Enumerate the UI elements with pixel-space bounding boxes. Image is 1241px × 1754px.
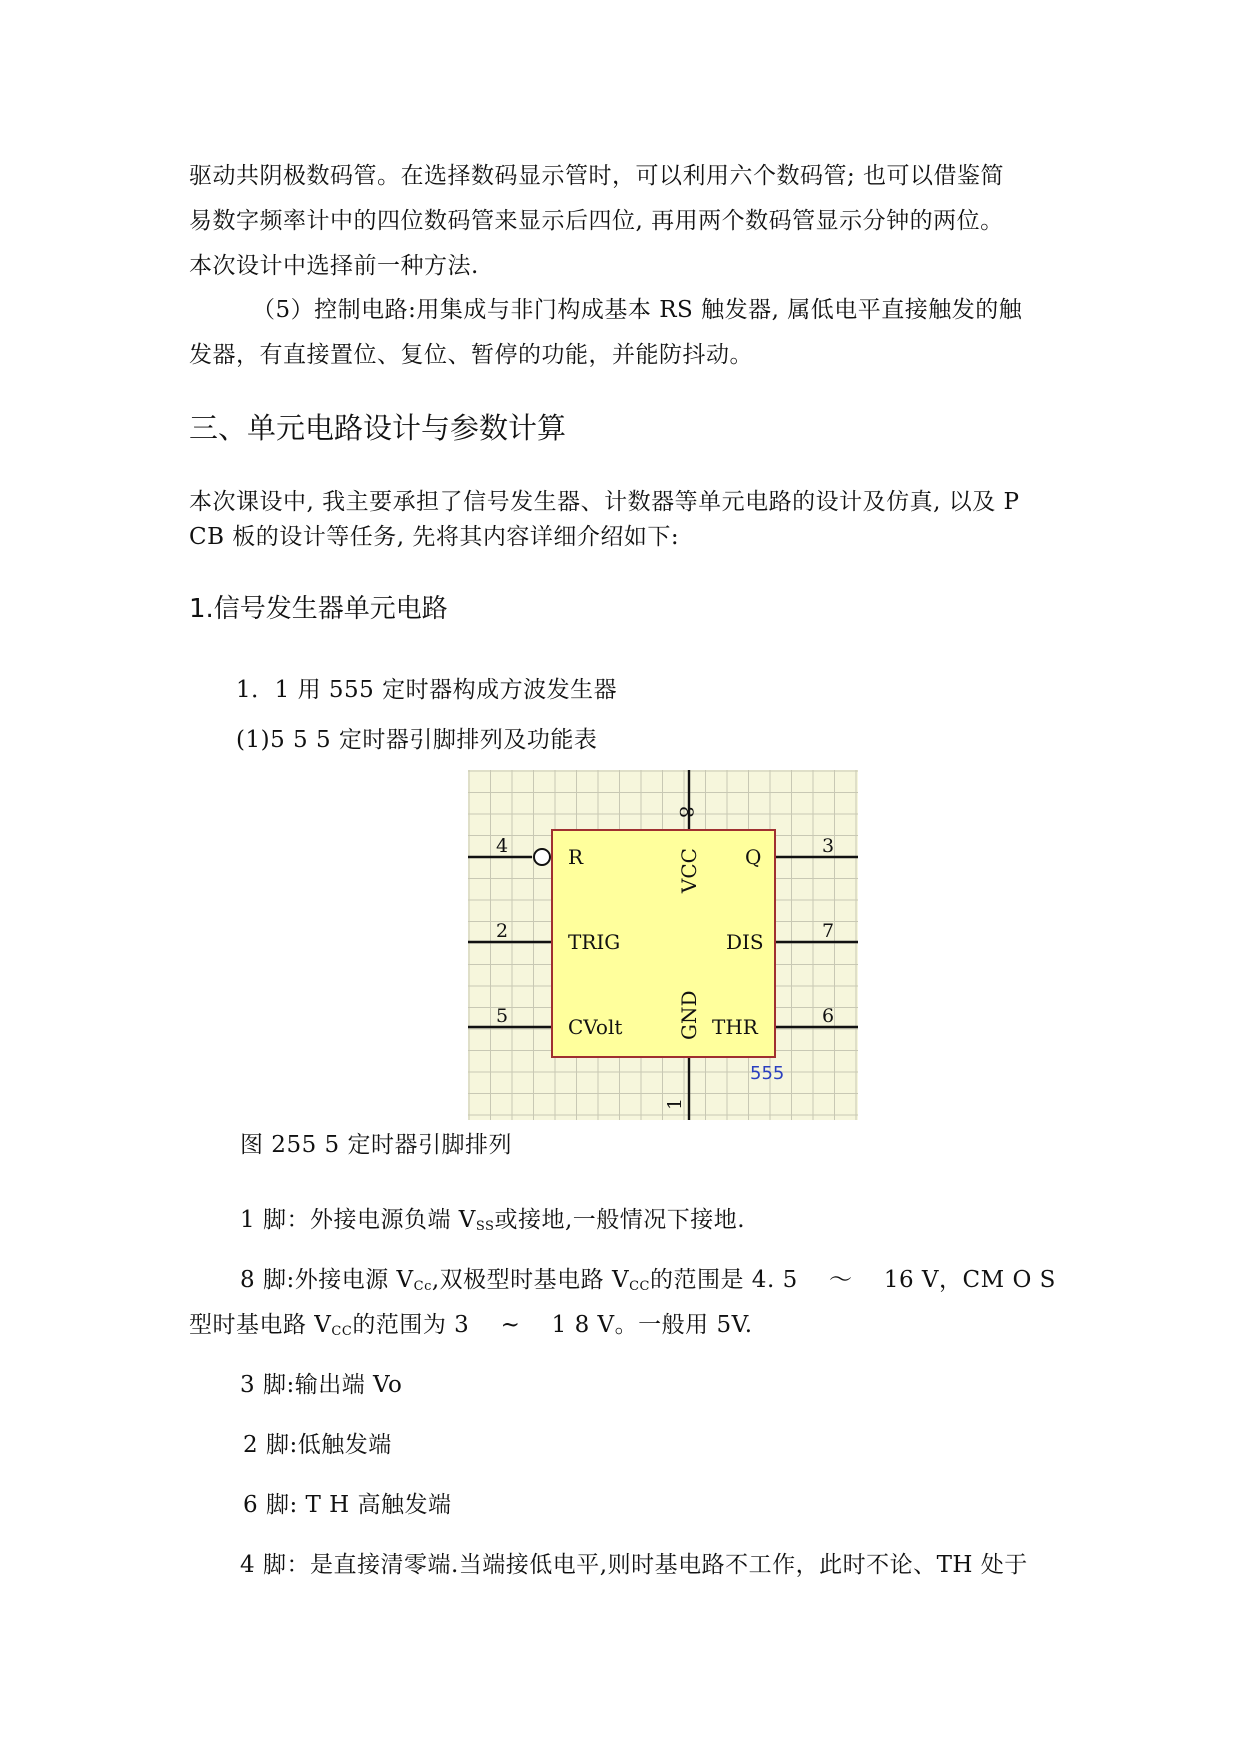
label-q: Q — [745, 845, 762, 869]
text-run: ,双极型时基电路 V — [431, 1267, 630, 1293]
pin-number-3: 3 — [822, 835, 835, 857]
pin-description-8 — [240, 1265, 1056, 1302]
label-r: R — [568, 845, 584, 869]
pin-number-7: 7 — [822, 920, 835, 942]
subscript: CC — [331, 1324, 353, 1339]
subscript: SS — [475, 1219, 495, 1234]
paragraph-line: 本次设计中选择前一种方法. — [189, 253, 479, 279]
figure-caption: 图 255 5 定时器引脚排列 — [240, 1132, 512, 1158]
pin-number-4: 4 — [496, 835, 509, 857]
subsection-heading: 1.信号发生器单元电路 — [189, 594, 448, 624]
text-run: 的范围是 4. 5 ～ 16 V，CM O S — [650, 1267, 1056, 1293]
pin-description-8-cont — [189, 1310, 753, 1347]
paragraph-line: 易数字频率计中的四位数码管来显示后四位, 再用两个数码管显示分钟的两位。 — [189, 208, 1004, 234]
paragraph-line: CB 板的设计等任务, 先将其内容详细介绍如下: — [189, 524, 680, 550]
label-gnd: GND — [677, 990, 701, 1040]
text-run: 的范围为 3 ~ 1 8 V。一般用 5V. — [352, 1312, 753, 1338]
pin-description-3: 3 脚:输出端 Vo — [240, 1372, 403, 1398]
paragraph-line: 本次课设中, 我主要承担了信号发生器、计数器等单元电路的设计及仿真, 以及 P — [189, 489, 1020, 515]
section-heading: 三、单元电路设计与参数计算 — [189, 411, 567, 445]
pin-number-6: 6 — [822, 1005, 835, 1027]
pin-description-2: 2 脚:低触发端 — [243, 1432, 392, 1458]
text-run: 8 脚:外接电源 V — [240, 1267, 414, 1293]
label-thr: THR — [712, 1015, 758, 1039]
pin-number-8: 8 — [675, 806, 697, 819]
label-vcc: VCC — [677, 848, 701, 894]
paragraph-line: 发器，有直接置位、复位、暂停的功能，并能防抖动。 — [189, 342, 753, 368]
subscript: Cc — [413, 1279, 432, 1294]
timer-555-pinout-figure — [468, 770, 858, 1120]
label-cvolt: CVolt — [568, 1015, 623, 1039]
paragraph-line: 驱动共阴极数码管。在选择数码显示管时，可以利用六个数码管; 也可以借鉴简 — [189, 163, 1005, 189]
label-trig: TRIG — [568, 930, 621, 954]
reset-inversion-bubble — [534, 849, 550, 865]
text-run: 或接地,一般情况下接地. — [494, 1207, 746, 1233]
list-item: (1)5 5 5 定时器引脚排列及功能表 — [236, 727, 598, 753]
paragraph-line: （5）控制电路:用集成与非门构成基本 RS 触发器, 属低电平直接触发的触 — [252, 297, 1023, 323]
chip-name: 555 — [750, 1063, 785, 1084]
pin-description-1 — [240, 1205, 745, 1242]
pin-number-2: 2 — [496, 920, 509, 942]
pin-description-4: 4 脚：是直接清零端.当端接低电平,则时基电路不工作，此时不论、TH 处于 — [240, 1552, 1028, 1578]
text-run: 1 脚：外接电源负端 V — [240, 1207, 476, 1233]
list-item: 1．1 用 555 定时器构成方波发生器 — [236, 677, 618, 703]
subscript: CC — [629, 1279, 650, 1294]
pin-description-6: 6 脚: T H 高触发端 — [243, 1492, 452, 1518]
pin-number-1: 1 — [664, 1097, 686, 1110]
label-dis: DIS — [726, 930, 764, 954]
pin-number-5: 5 — [496, 1005, 509, 1027]
text-run: 型时基电路 V — [189, 1312, 332, 1338]
